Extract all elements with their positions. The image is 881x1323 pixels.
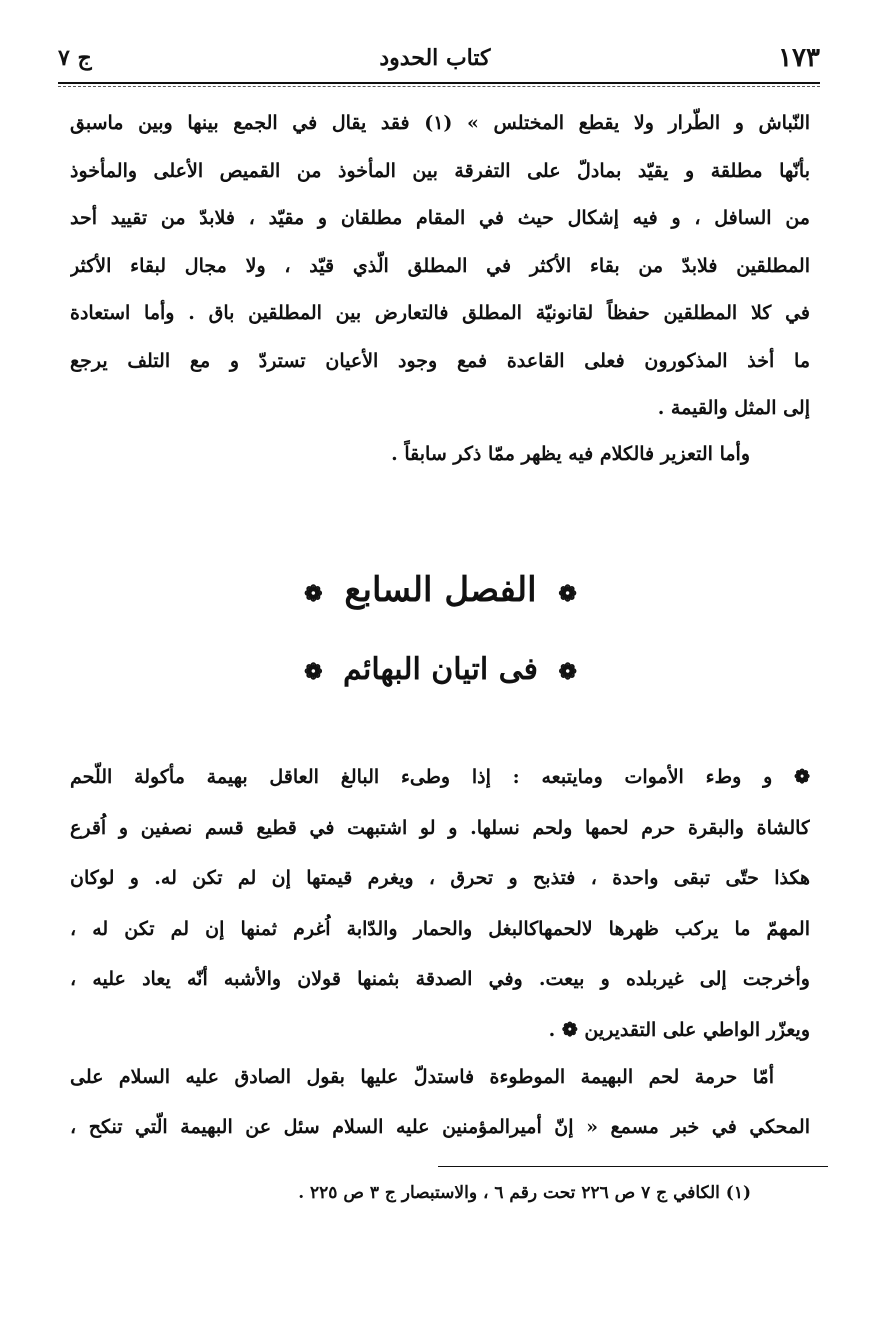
- footnote-rule: [438, 1166, 828, 1167]
- ornament-icon: ❁: [304, 581, 323, 607]
- text-line: المهمّ ما يركب ظهرها لالحمهاكالبغل والحمار والدّابة اُغرم ثمنها إن لم تكن له ،: [70, 917, 810, 940]
- volume-label: ج ٧: [58, 45, 92, 71]
- text-line: في كلا المطلقين حفظاً لقانونيّة المطلق فالتعارض بين المطلقين باق . وأما استعادة: [70, 302, 810, 324]
- chapter-subtitle: [0, 652, 881, 687]
- text-line: ما أخذ المذكورون فعلى القاعدة فمع وجود الأعيان تستردّ و مع التلف يرجع: [70, 349, 810, 372]
- header-dashed-rule: [58, 86, 820, 87]
- text-line: وأما التعزير فالكلام فيه يظهر ممّا ذكر سابقاً .: [391, 443, 750, 465]
- text-line: من السافل ، و فيه إشكال حيث في المقام مطلقان و مقيّد ، فلابدّ من تقييد أحد: [70, 207, 810, 229]
- footnote: (١) الكافي ج ٧ ص ٢٢٦ تحت رقم ٦ ، والاستبصار ج ٣ ص ٢٢٥ .: [298, 1183, 751, 1203]
- text-line: بأنّها مطلقة و يقيّد بمادلّ على التفرقة بين المأخوذ من القميص الأعلى والمأخوذ: [70, 159, 810, 182]
- page-number: ١٧٣: [778, 43, 820, 73]
- chapter-title: [0, 570, 881, 610]
- text-line: المطلقين فلابدّ من بقاء الأكثر في المطلق الّذي قيّد ، ولا مجال لبقاء الأكثر: [70, 254, 810, 277]
- paragraph-3: [70, 752, 810, 1055]
- paragraph-2: [70, 434, 810, 474]
- paragraph-1: [70, 100, 810, 433]
- text-line: ❁ و وطء الأموات ومايتبعه : إذا وطىء البالغ العاقل بهيمة مأكولة اللّحم: [70, 766, 810, 788]
- ornament-icon: ❁: [304, 659, 323, 685]
- text-line: ويعزّر الواطي على التقديرين ❁ .: [548, 1018, 810, 1041]
- text-line: إلى المثل والقيمة .: [657, 397, 810, 419]
- ornament-icon: ❁: [558, 581, 577, 607]
- header-rule: [58, 82, 820, 84]
- text-line: النّباش و الطّرار ولا يقطع المختلس » (١) فقد يقال في الجمع بينها وبين ماسبق: [70, 112, 810, 134]
- book-title: كتاب الحدود: [379, 45, 491, 71]
- ornament-icon: ❁: [558, 659, 577, 685]
- text-line: المحكي في خبر مسمع « إنّ أميرالمؤمنين عليه السلام سئل عن البهيمة الّتي تنكح ،: [70, 1116, 810, 1138]
- text-line: كالشاة والبقرة حرم لحمها ولحم نسلها. و لو اشتبهت في قطيع قسم نصفين و اُقرع: [70, 816, 810, 839]
- running-header: [58, 36, 820, 80]
- chapter-title-text: الفصل السابع: [344, 570, 537, 610]
- text-line: وأخرجت إلى غيربلده و بيعت. وفي الصدقة بثمنها قولان والأشبه أنّه يعاد عليه ،: [70, 968, 810, 990]
- chapter-subtitle-text: فى اتيان البهائم: [343, 652, 538, 687]
- paragraph-4: [70, 1052, 810, 1152]
- text-line: أمّا حرمة لحم البهيمة الموطوءة فاستدلّ عليها بقول الصادق عليه السلام على: [70, 1066, 774, 1088]
- text-line: هكذا حتّى تبقى واحدة ، فتذبح و تحرق ، ويغرم قيمتها إن لم تكن له. و لوكان: [70, 867, 810, 889]
